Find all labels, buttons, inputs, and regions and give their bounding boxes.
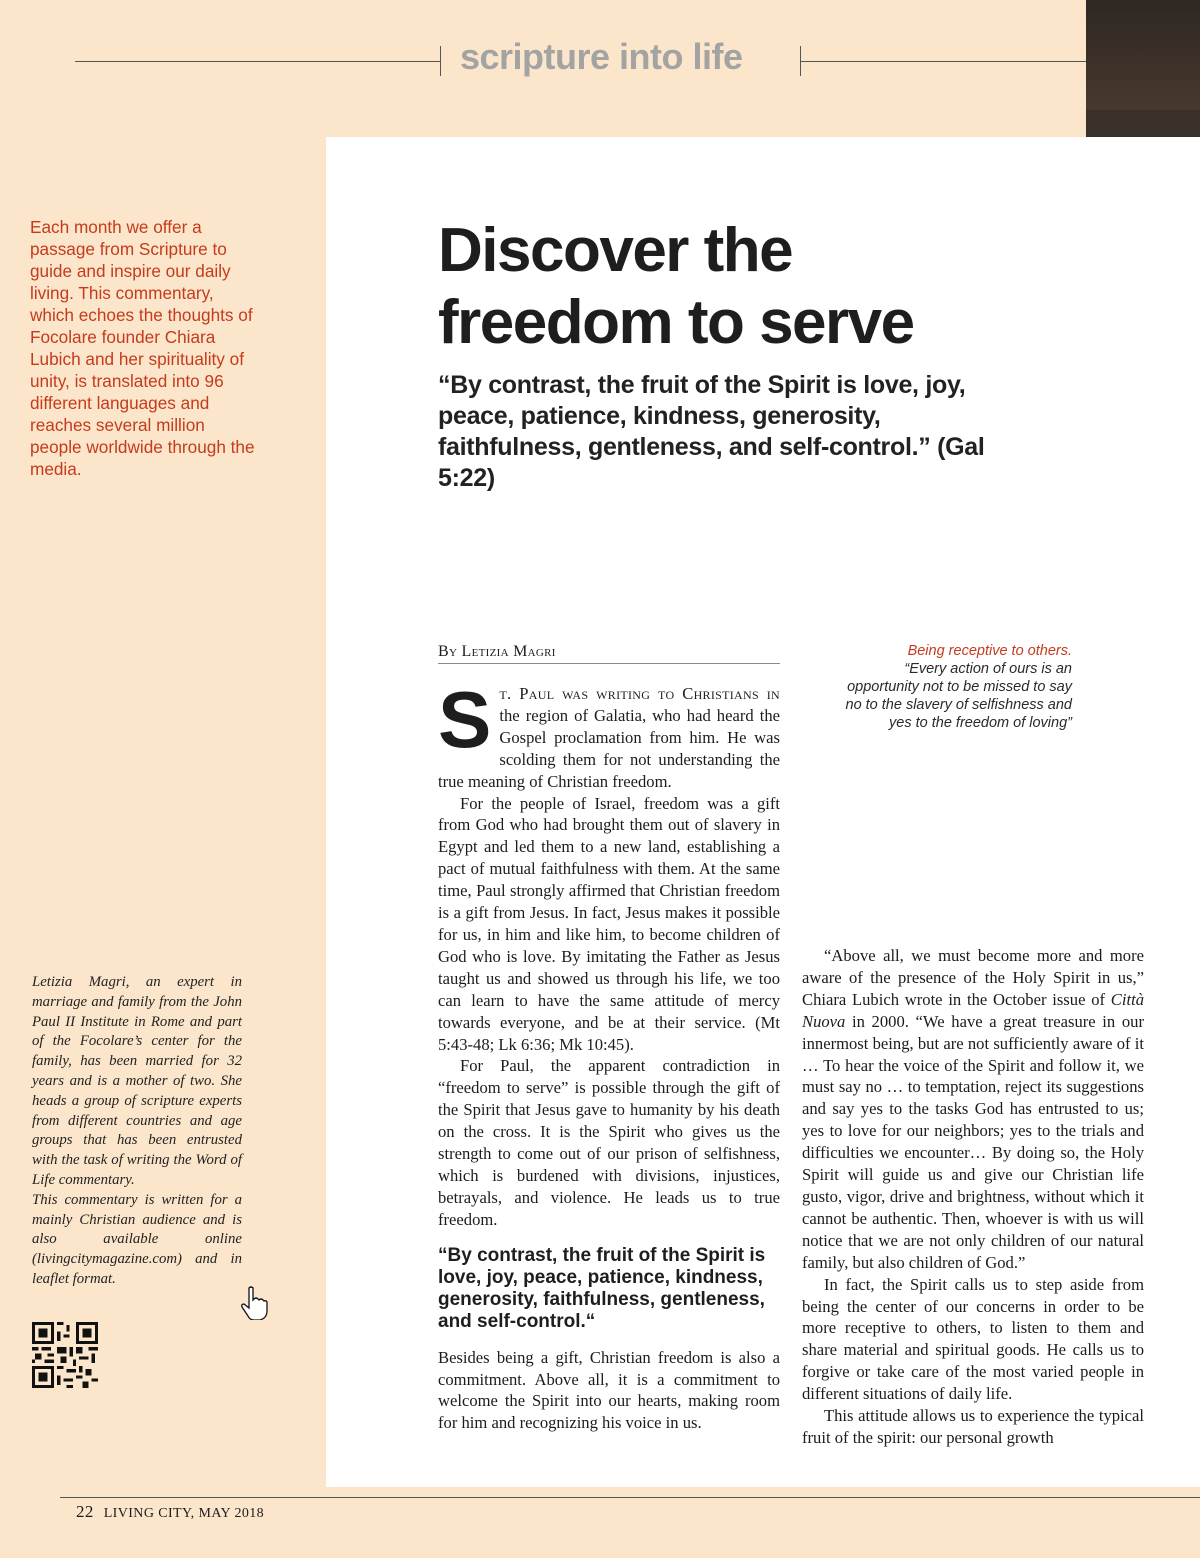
page-number: 22 [76, 1502, 94, 1521]
author-bio-p2: This commentary is written for a mainly Christian audience and is also available online (livingcitymagazine.com) and in leaflet format. [32, 1191, 242, 1287]
headline [438, 215, 1088, 359]
page-footer [76, 1502, 264, 1522]
headline-line-2: freedom to serve [438, 288, 914, 357]
paragraph-6: In fact, the Spirit calls us to step aside from being the center of our concerns in order to be more receptive to others, to listen to them and share material and spiritual goods. He calls us to forgive or take care of the most varied people in different situations of daily life. [802, 1274, 1144, 1404]
paragraph-3: For Paul, the apparent contradiction in “freedom to serve” is possible through the gift of the Spirit that Jesus gave to humanity by his death on the cross. It is the Spirit who gives us the strength to come out of our prison of selfishness, which is burdened with divisions, injustices, betrayals, and violence. He leads us to true freedom. [438, 1056, 780, 1229]
header-rule-left [75, 61, 440, 62]
author-bio-p1: Letizia Magri, an expert in marriage and family from the John Paul II Institute in Rome and part of the Focolare’s center for the family, has been married for 32 years and is a mother of two. She heads a group of scripture experts from different countries and age groups that has been entrusted with the task of writing the Word of Life commentary. [32, 974, 242, 1188]
header-tick-left [440, 46, 441, 76]
footer-rule [60, 1497, 1200, 1498]
paragraph-2: For the people of Israel, freedom was a gift from God who had brought them out of slavery in Egypt and led them to a new land, establishing a pact of mutual faithfulness with them. At the same time, Paul strongly affirmed that Christian freedom is a gift from Jesus. In fact, Jesus makes it possible for us, in him and like him, to become children of God who is love. By imitating the Father as Jesus taught us and showed us through his life, we too can learn to have the same attitude of mercy towards everyone, and be at their service. (Mt 5:43-48; Lk 6:36; Mk 10:45). [438, 793, 780, 1054]
photo-caption-highlight: Being receptive to others. [907, 643, 1072, 659]
section-title: scripture into life [460, 36, 743, 77]
qr-code-icon[interactable] [32, 1322, 98, 1388]
author-bio [32, 973, 242, 1290]
pointing-hand-icon[interactable] [240, 1286, 270, 1320]
scripture-subhead: “By contrast, the fruit of the Spirit is love, joy, peace, patience, kindness, generosity, faithfulness, gentleness, and self-control.” (Gal 5:22) [438, 371, 985, 492]
byline: By Letizia Magri [438, 643, 780, 664]
photo-caption-text: “Every action of ours is an opportunity not to be missed to say no to the slavery of selfishness and yes to the freedom of loving” [845, 661, 1072, 731]
paragraph-7: This attitude allows us to experience the typical fruit of the spirit: our personal growth [802, 1406, 1144, 1447]
paragraph-5-b: in 2000. “We have a great treasure in our innermost being, but are not sufficiently aware of it … To hear the voice of the Spirit and follow it, we must say no … to temptation, reject its suggestions and say yes to the tasks God has entrusted to us; yes to love for our neighbors; yes to the trials and difficulties we encounter… By doing so, the Holy Spirit will guide us and give our Christian life gusto, vigor, drive and brightness, without which it cannot be authentic. Then, whoever is with us will notice that we are not only children of our natural family, but also children of God.” [802, 1011, 1144, 1272]
magazine-title: Città Nuova [802, 989, 1144, 1031]
lead-paragraph [438, 675, 780, 793]
paragraph-5 [802, 945, 1144, 1274]
paragraph-5-a: “Above all, we must become more and more aware of the presence of the Holy Spirit in us,” Chiara Lubich wrote in the October issue of [802, 946, 1144, 1009]
paragraph-4: Besides being a gift, Christian freedom is also a commitment. Above all, it is a commitment to welcome the Spirit into our hearts, making room for him and recognizing his voice in us. [438, 1347, 780, 1433]
intro-blurb: Each month we offer a passage from Scripture to guide and inspire our daily living. This commentary, which echoes the thoughts of Focolare founder Chiara Lubich and her spirituality of unity, is translated into 96 different languages and reaches several million people worldwide through the media. [30, 217, 255, 479]
article-column-1 [438, 675, 780, 1434]
article-column-2 [802, 945, 1144, 1449]
lead-text: the region of Galatia, who had heard the Gospel proclamation from him. He was scolding them for not understanding the true meaning of Christian freedom. [438, 705, 780, 791]
lead-smallcaps: t. Paul was writing to Christians in [499, 684, 780, 703]
photo-caption [830, 642, 1072, 732]
publication-info: LIVING CITY, MAY 2018 [103, 1506, 265, 1521]
pull-quote: “By contrast, the fruit of the Spirit is love, joy, peace, patience, kindness, generosity, faithfulness, gentleness, and self-control.“ [438, 1244, 766, 1332]
drop-cap: S [438, 675, 492, 764]
headline-line-1: Discover the [438, 216, 793, 285]
header-rule-right [800, 61, 1090, 62]
